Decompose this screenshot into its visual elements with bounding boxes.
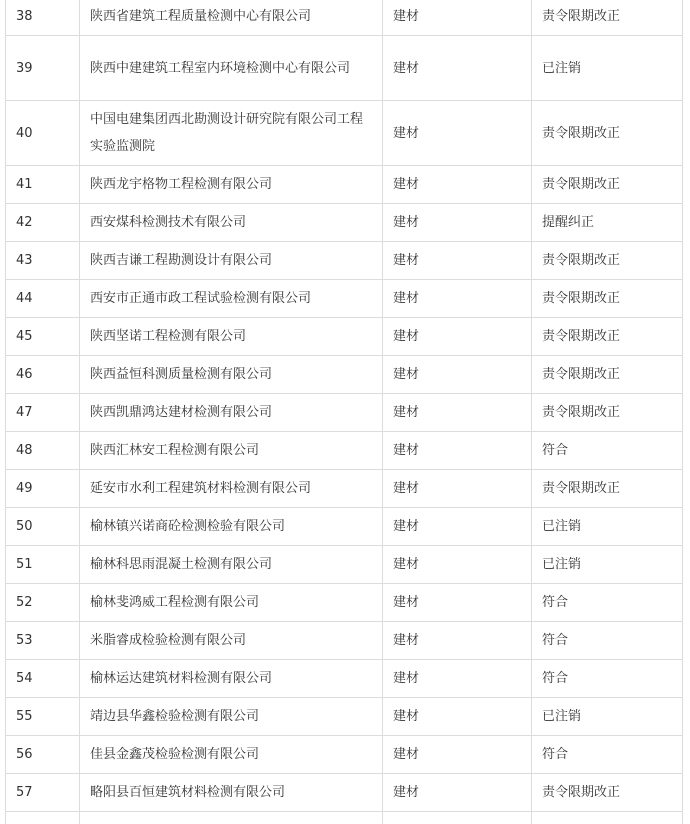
company-name: 榆林科思雨混凝土检测有限公司 bbox=[80, 546, 383, 584]
row-number: 51 bbox=[6, 546, 80, 584]
inspection-result: 责令限期改正 bbox=[532, 318, 683, 356]
row-number: 47 bbox=[6, 394, 80, 432]
inspection-category: 建材 bbox=[383, 394, 532, 432]
inspection-result: 责令限期改正 bbox=[532, 0, 683, 36]
company-name: 西安市正通市政工程试验检测有限公司 bbox=[80, 280, 383, 318]
inspection-category: 建材 bbox=[383, 508, 532, 546]
company-name: 靖边县华鑫检验检测有限公司 bbox=[80, 698, 383, 736]
company-name: 延安市水利工程建筑材料检测有限公司 bbox=[80, 470, 383, 508]
inspection-category: 建材 bbox=[383, 280, 532, 318]
inspection-result: 责令限期改正 bbox=[532, 470, 683, 508]
company-name: 榆林镇兴诺商砼检测检验有限公司 bbox=[80, 508, 383, 546]
row-number: 43 bbox=[6, 242, 80, 280]
company-name: 米脂睿成检验检测有限公司 bbox=[80, 622, 383, 660]
row-number: 39 bbox=[6, 36, 80, 101]
inspection-category: 建材 bbox=[383, 470, 532, 508]
inspection-category: 建材 bbox=[383, 622, 532, 660]
company-name: 陕西龙宇格物工程检测有限公司 bbox=[80, 166, 383, 204]
table-row bbox=[6, 470, 683, 508]
inspection-category: 建材 bbox=[383, 356, 532, 394]
table-row bbox=[6, 546, 683, 584]
table-row bbox=[6, 736, 683, 774]
row-number: 41 bbox=[6, 166, 80, 204]
table-row bbox=[6, 101, 683, 166]
inspection-result: 提醒纠正 bbox=[532, 204, 683, 242]
row-number: 55 bbox=[6, 698, 80, 736]
inspection-result: 责令限期改正 bbox=[532, 101, 683, 166]
company-name: 略阳县百恒建筑材料检测有限公司 bbox=[80, 774, 383, 812]
inspection-result: 符合 bbox=[532, 736, 683, 774]
company-name: 陕西吉谦工程勘测设计有限公司 bbox=[80, 242, 383, 280]
inspection-result: 符合 bbox=[532, 660, 683, 698]
row-number: 40 bbox=[6, 101, 80, 166]
company-name: 西安煤科检测技术有限公司 bbox=[80, 204, 383, 242]
inspection-category: 建材 bbox=[383, 546, 532, 584]
inspection-category: 建材 bbox=[383, 166, 532, 204]
company-name: 陕西汇林安工程检测有限公司 bbox=[80, 432, 383, 470]
inspection-category: 建材 bbox=[383, 736, 532, 774]
inspection-category: 建材 bbox=[383, 0, 532, 36]
table-row bbox=[6, 774, 683, 812]
inspection-category: 建材 bbox=[383, 204, 532, 242]
row-number: 53 bbox=[6, 622, 80, 660]
row-number: 42 bbox=[6, 204, 80, 242]
inspection-category bbox=[383, 812, 532, 824]
table-row bbox=[6, 166, 683, 204]
table-row bbox=[6, 394, 683, 432]
table-row bbox=[6, 660, 683, 698]
inspection-result: 已注销 bbox=[532, 36, 683, 101]
row-number: 46 bbox=[6, 356, 80, 394]
inspection-category: 建材 bbox=[383, 432, 532, 470]
inspection-category: 建材 bbox=[383, 774, 532, 812]
row-number: 38 bbox=[6, 0, 80, 36]
row-number: 49 bbox=[6, 470, 80, 508]
inspection-result: 责令限期改正 bbox=[532, 166, 683, 204]
inspection-result: 责令限期改正 bbox=[532, 280, 683, 318]
inspection-result: 符合 bbox=[532, 622, 683, 660]
inspection-result: 已注销 bbox=[532, 508, 683, 546]
table-row bbox=[6, 36, 683, 101]
table-row bbox=[6, 280, 683, 318]
company-name: 陕西省建筑工程质量检测中心有限公司 bbox=[80, 0, 383, 36]
inspection-result: 已注销 bbox=[532, 546, 683, 584]
company-name: 榆林斐鸿威工程检测有限公司 bbox=[80, 584, 383, 622]
company-name: 佳县金鑫茂检验检测有限公司 bbox=[80, 736, 383, 774]
inspection-category: 建材 bbox=[383, 660, 532, 698]
inspection-result: 符合 bbox=[532, 584, 683, 622]
company-name: 陕西凯鼎鸿达建材检测有限公司 bbox=[80, 394, 383, 432]
table-row bbox=[6, 356, 683, 394]
company-name: 榆林运达建筑材料检测有限公司 bbox=[80, 660, 383, 698]
row-number: 48 bbox=[6, 432, 80, 470]
company-name: 陕西益恒科测质量检测有限公司 bbox=[80, 356, 383, 394]
table-row bbox=[6, 584, 683, 622]
table-row bbox=[6, 318, 683, 356]
row-number: 56 bbox=[6, 736, 80, 774]
inspection-category: 建材 bbox=[383, 698, 532, 736]
inspection-result: 责令限期改正 bbox=[532, 242, 683, 280]
inspection-category: 建材 bbox=[383, 584, 532, 622]
inspection-results-table bbox=[5, 0, 683, 824]
row-number bbox=[6, 812, 80, 824]
company-name: 陕西坚诺工程检测有限公司 bbox=[80, 318, 383, 356]
inspection-category: 建材 bbox=[383, 101, 532, 166]
company-name: 中国电建集团西北勘测设计研究院有限公司工程实验监测院 bbox=[80, 101, 383, 166]
row-number: 44 bbox=[6, 280, 80, 318]
table-row bbox=[6, 812, 683, 824]
inspection-result: 符合 bbox=[532, 432, 683, 470]
inspection-result bbox=[532, 812, 683, 824]
table-row bbox=[6, 622, 683, 660]
inspection-category: 建材 bbox=[383, 36, 532, 101]
table-row bbox=[6, 432, 683, 470]
table-row bbox=[6, 0, 683, 36]
table-row bbox=[6, 242, 683, 280]
row-number: 50 bbox=[6, 508, 80, 546]
inspection-result: 已注销 bbox=[532, 698, 683, 736]
table-row bbox=[6, 508, 683, 546]
inspection-result: 责令限期改正 bbox=[532, 774, 683, 812]
inspection-result: 责令限期改正 bbox=[532, 394, 683, 432]
row-number: 57 bbox=[6, 774, 80, 812]
row-number: 45 bbox=[6, 318, 80, 356]
table-row bbox=[6, 698, 683, 736]
row-number: 52 bbox=[6, 584, 80, 622]
table-row bbox=[6, 204, 683, 242]
inspection-category: 建材 bbox=[383, 318, 532, 356]
company-name bbox=[80, 812, 383, 824]
inspection-result: 责令限期改正 bbox=[532, 356, 683, 394]
company-name: 陕西中建建筑工程室内环境检测中心有限公司 bbox=[80, 36, 383, 101]
row-number: 54 bbox=[6, 660, 80, 698]
inspection-category: 建材 bbox=[383, 242, 532, 280]
